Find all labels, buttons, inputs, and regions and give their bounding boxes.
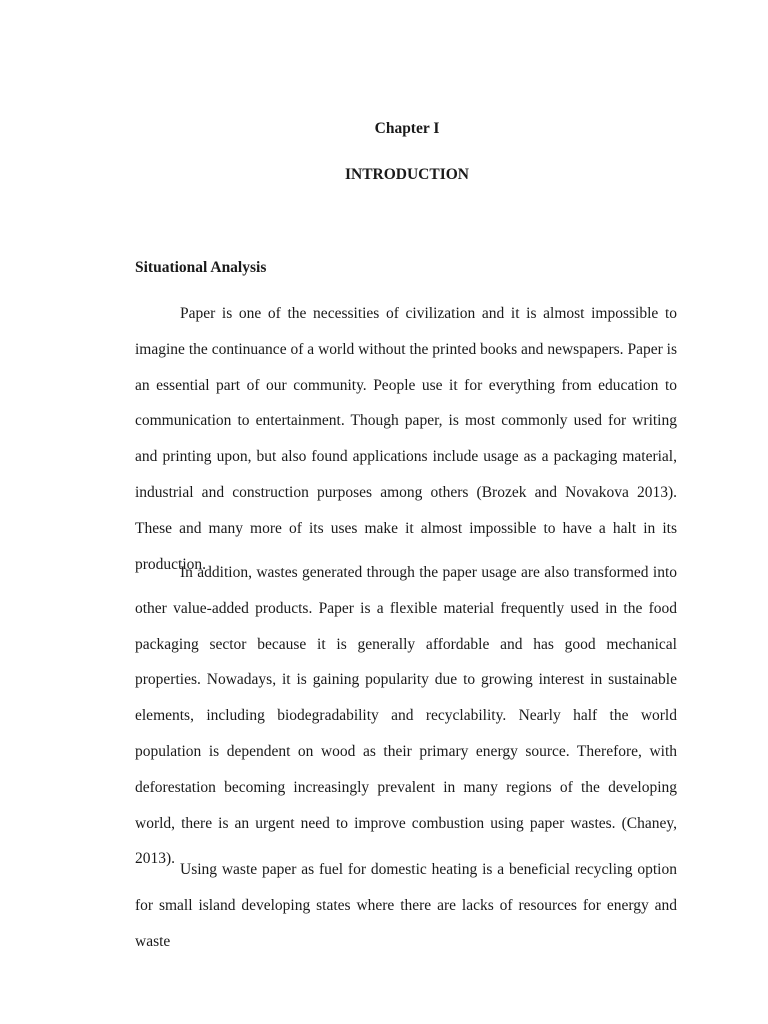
section-heading: Situational Analysis xyxy=(135,259,267,276)
chapter-label: Chapter I xyxy=(374,120,440,137)
paragraph-3: Using waste paper as fuel for domestic heating is a beneficial recycling option for small island developing states where there are lacks of resources for energy and waste xyxy=(135,861,677,950)
chapter-title: INTRODUCTION xyxy=(344,166,469,183)
body-text-block-2 xyxy=(135,555,677,877)
body-text-block-3 xyxy=(135,852,677,959)
paragraph-2: In addition, wastes generated through the paper usage are also transformed into other value-added products. Paper is a flexible material frequently used in the food packaging sector because it is generally affordable and has good mechanical properties. Nowadays, it is gaining popularity due to growing interest in sustainable elements, including biodegradability and recyclability. Nearly half the world population is dependent on wood as their primary energy source. Therefore, with deforestation becoming increasingly prevalent in many regions of the developing world, there is an urgent need to improve combustion using paper wastes. (Chaney, 2013). xyxy=(135,564,677,868)
paragraph-1: Paper is one of the necessities of civilization and it is almost impossible to imagine the continuance of a world without the printed books and newspapers. Paper is an essential part of our community. People use it for everything from education to communication to entertainment. Though paper, is most commonly used for writing and printing upon, but also found applications include usage as a packaging material, industrial and construction purposes among others (Brozek and Novakova 2013). These and many more of its uses make it almost impossible to have a halt in its production. xyxy=(135,305,677,573)
body-text-block-1 xyxy=(135,296,677,582)
